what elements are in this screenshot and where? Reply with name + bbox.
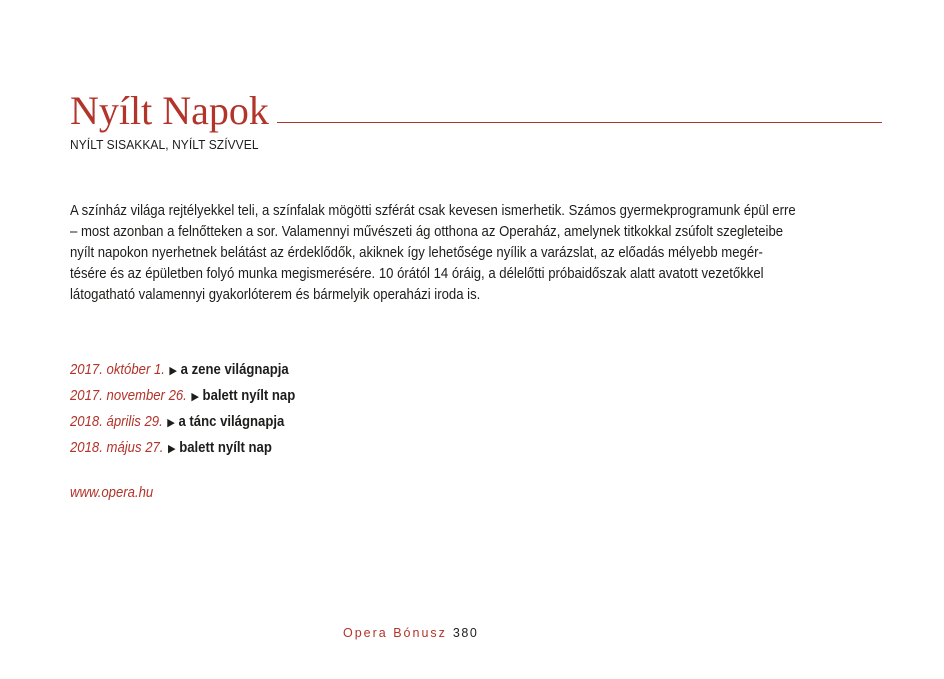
play-arrow-icon: ▶	[169, 365, 178, 377]
event-name: a zene világnapja	[180, 362, 289, 378]
page-number: 380	[452, 626, 479, 640]
body-line: A színház világa rejtélyekkel teli, a színfalak mögötti szférát csak kevesen ismerhetik. Számos gyermekprogramunk épül erre	[70, 203, 796, 219]
play-arrow-icon: ▶	[191, 391, 199, 403]
event-name: a tánc világnapja	[178, 414, 285, 430]
title-rule	[277, 122, 882, 123]
event-name: balett nyílt nap	[202, 388, 296, 404]
event-name: balett nyílt nap	[179, 440, 272, 456]
event-item	[70, 410, 295, 436]
event-item	[70, 384, 295, 410]
event-list	[70, 358, 295, 462]
play-arrow-icon: ▶	[167, 443, 176, 455]
event-date: 2018. május 27.	[70, 440, 164, 456]
website-link[interactable]: www.opera.hu	[70, 485, 154, 501]
play-arrow-icon: ▶	[167, 417, 175, 429]
body-line: – most azonban a felnőtteken a sor. Valamennyi művészeti ág otthona az Operaház, amelynek titkokkal zsúfolt szegleteibe	[70, 224, 784, 240]
page-subtitle: NYÍLT SISAKKAL, NYÍLT SZÍVVEL	[70, 137, 259, 152]
body-paragraph	[70, 201, 817, 306]
footer-label: Opera Bónusz	[343, 626, 447, 640]
event-date: 2018. április 29.	[70, 414, 163, 430]
event-item	[70, 358, 295, 384]
page-title: Nyílt Napok	[70, 88, 269, 133]
event-date: 2017. október 1.	[70, 362, 165, 378]
page-footer	[343, 626, 478, 640]
event-date: 2017. november 26.	[70, 388, 187, 404]
body-line: nyílt napokon nyerhetnek belátást az érdeklődők, akiknek így lehetősége nyílik a varázslat, az előadás mélyebb megér-	[70, 245, 763, 261]
body-line: látogatható valamennyi gyakorlóterem és bármelyik operaházi iroda is.	[70, 287, 481, 303]
title-row	[70, 88, 882, 134]
body-line: tésére és az épületben folyó munka megismerésére. 10 órától 14 óráig, a délelőtti próbaidőszak alatt avatott vezetőkkel	[70, 266, 764, 282]
event-item	[70, 436, 295, 462]
